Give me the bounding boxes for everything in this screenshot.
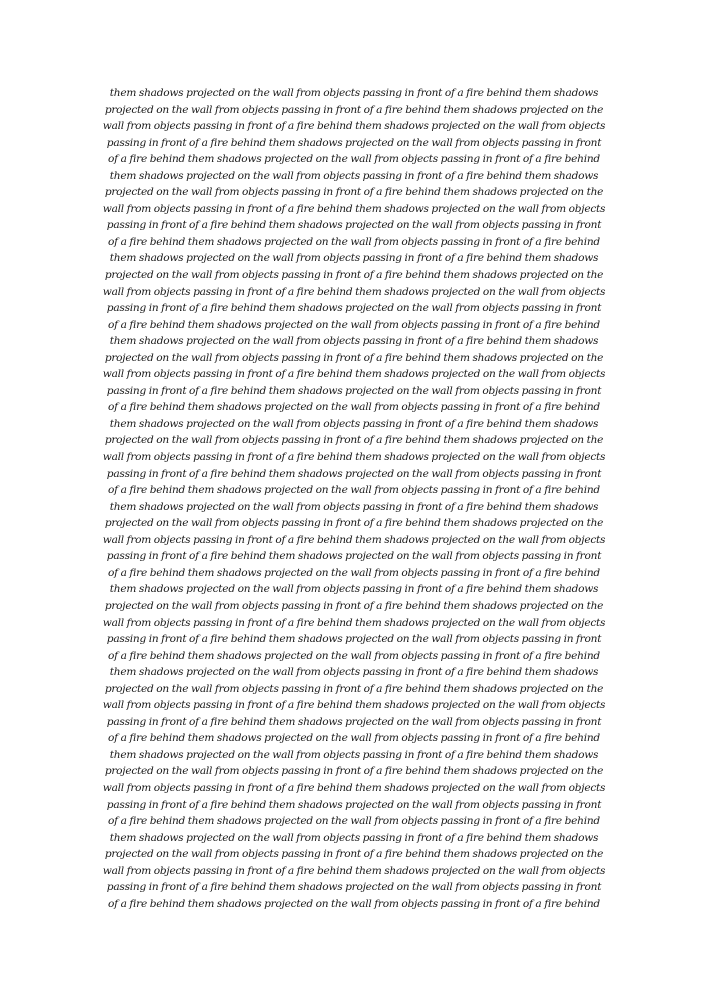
text-line: them shadows projected on the wall from objects passing in front of a fire behind them shadows: [109, 169, 599, 182]
text-line: of a fire behind them shadows projected on the wall from objects passing in front of a fire behind: [108, 153, 600, 166]
text-line: projected on the wall from objects passing in front of a fire behind them shadows projected on the: [104, 765, 604, 778]
text-line: passing in front of a fire behind them shadows projected on the wall from objects passing in front: [106, 715, 602, 728]
text-line: of a fire behind them shadows projected on the wall from objects passing in front of a fire behind: [108, 732, 600, 745]
text-line: wall from objects passing in front of a fire behind them shadows projected on the wall from objects: [102, 533, 606, 546]
text-line: of a fire behind them shadows projected on the wall from objects passing in front of a fire behind: [108, 897, 600, 910]
text-line: wall from objects passing in front of a fire behind them shadows projected on the wall from objects: [102, 616, 606, 629]
text-line: passing in front of a fire behind them shadows projected on the wall from objects passing in front: [106, 136, 602, 149]
text-line: of a fire behind them shadows projected on the wall from objects passing in front of a fire behind: [108, 318, 600, 331]
text-line: passing in front of a fire behind them shadows projected on the wall from objects passing in front: [106, 881, 602, 894]
text-line: of a fire behind them shadows projected on the wall from objects passing in front of a fire behind: [108, 235, 600, 248]
text-line: them shadows projected on the wall from objects passing in front of a fire behind them shadows: [109, 666, 599, 679]
text-line: wall from objects passing in front of a fire behind them shadows projected on the wall from objects: [102, 864, 606, 877]
text-line: projected on the wall from objects passing in front of a fire behind them shadows projected on the: [104, 351, 604, 364]
text-line: passing in front of a fire behind them shadows projected on the wall from objects passing in front: [106, 467, 602, 480]
text-line: passing in front of a fire behind them shadows projected on the wall from objects passing in front: [106, 550, 602, 563]
text-line: them shadows projected on the wall from objects passing in front of a fire behind them shadows: [109, 252, 599, 265]
text-line: of a fire behind them shadows projected on the wall from objects passing in front of a fire behind: [108, 815, 600, 828]
text-line: projected on the wall from objects passing in front of a fire behind them shadows projected on the: [104, 434, 604, 447]
text-line: projected on the wall from objects passing in front of a fire behind them shadows projected on the: [104, 599, 604, 612]
text-line: wall from objects passing in front of a fire behind them shadows projected on the wall from objects: [102, 781, 606, 794]
text-line: them shadows projected on the wall from objects passing in front of a fire behind them shadows: [109, 87, 599, 99]
text-line: passing in front of a fire behind them shadows projected on the wall from objects passing in front: [106, 302, 602, 315]
body-text: [84, 85, 624, 912]
text-line: them shadows projected on the wall from objects passing in front of a fire behind them shadows: [109, 335, 599, 348]
text-line: projected on the wall from objects passing in front of a fire behind them shadows projected on the: [104, 848, 604, 861]
text-line: them shadows projected on the wall from objects passing in front of a fire behind them shadows: [109, 417, 599, 430]
text-line: them shadows projected on the wall from objects passing in front of a fire behind them shadows: [109, 583, 599, 596]
text-line: of a fire behind them shadows projected on the wall from objects passing in front of a fire behind: [108, 484, 600, 497]
text-line: wall from objects passing in front of a fire behind them shadows projected on the wall from objects: [102, 451, 606, 464]
text-line: projected on the wall from objects passing in front of a fire behind them shadows projected on the: [104, 682, 604, 695]
text-line: of a fire behind them shadows projected on the wall from objects passing in front of a fire behind: [108, 401, 600, 414]
text-line: passing in front of a fire behind them shadows projected on the wall from objects passing in front: [106, 633, 602, 646]
text-line: passing in front of a fire behind them shadows projected on the wall from objects passing in front: [106, 219, 602, 232]
text-line: wall from objects passing in front of a fire behind them shadows projected on the wall from objects: [102, 368, 606, 381]
text-line: wall from objects passing in front of a fire behind them shadows projected on the wall from objects: [102, 285, 606, 298]
text-line: of a fire behind them shadows projected on the wall from objects passing in front of a fire behind: [108, 566, 600, 579]
text-line: passing in front of a fire behind them shadows projected on the wall from objects passing in front: [106, 384, 602, 397]
text-line: of a fire behind them shadows projected on the wall from objects passing in front of a fire behind: [108, 649, 600, 662]
text-line: them shadows projected on the wall from objects passing in front of a fire behind them shadows: [109, 831, 599, 844]
text-line: projected on the wall from objects passing in front of a fire behind them shadows projected on the: [104, 186, 604, 199]
text-line: projected on the wall from objects passing in front of a fire behind them shadows projected on the: [104, 517, 604, 530]
text-line: them shadows projected on the wall from objects passing in front of a fire behind them shadows: [109, 500, 599, 513]
text-line: passing in front of a fire behind them shadows projected on the wall from objects passing in front: [106, 798, 602, 811]
text-line: projected on the wall from objects passing in front of a fire behind them shadows projected on the: [104, 269, 604, 282]
text-line: wall from objects passing in front of a fire behind them shadows projected on the wall from objects: [102, 120, 606, 133]
text-line: projected on the wall from objects passing in front of a fire behind them shadows projected on the: [104, 103, 604, 116]
text-line: wall from objects passing in front of a fire behind them shadows projected on the wall from objects: [102, 202, 606, 215]
text-line: them shadows projected on the wall from objects passing in front of a fire behind them shadows: [109, 748, 599, 761]
text-line: wall from objects passing in front of a fire behind them shadows projected on the wall from objects: [102, 699, 606, 712]
